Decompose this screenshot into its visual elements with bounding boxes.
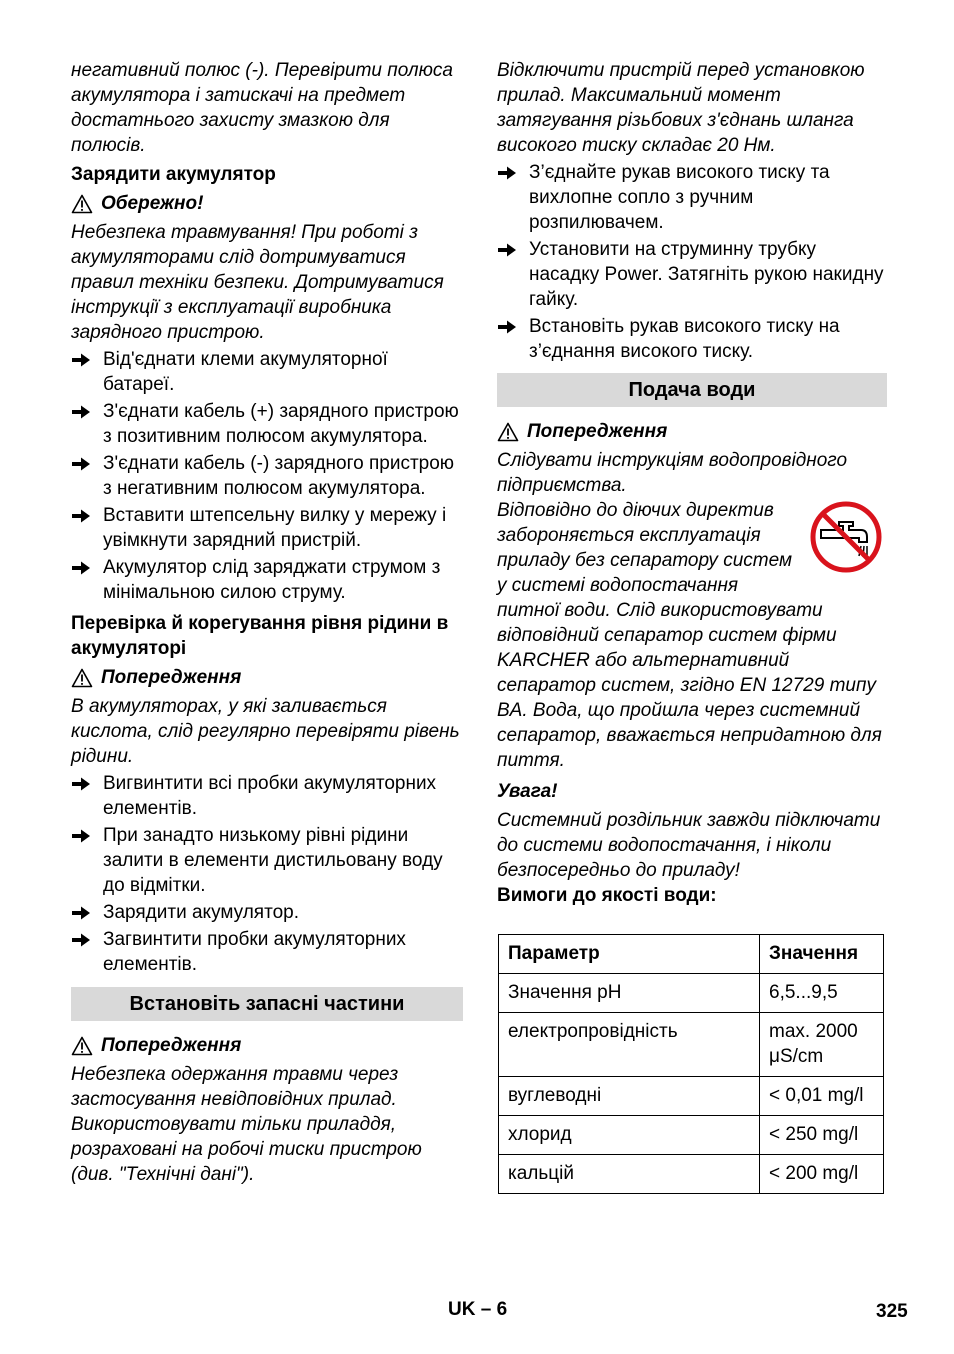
table-cell: Значення pH [499, 974, 760, 1013]
caution-text: Небезпека травмування! При роботі з акумуляторами слід дотримуватися правил техніки безпеки. Дотримуватися інструкції з експлуатації виробника зарядного пристрою. [71, 222, 444, 343]
step-text: З'єднати кабель (-) зарядного пристрою з негативним полюсом акумулятора. [103, 453, 455, 499]
table-cell: 6,5...9,5 [760, 974, 884, 1013]
list-item [71, 771, 463, 821]
warning-label: Попередження [527, 421, 668, 442]
step-text: З'єднати кабель (+) зарядного пристрою з позитивним полюсом акумулятора. [103, 401, 459, 447]
warning-label: Попередження [101, 667, 242, 688]
spare-warning-text: Небезпека одержання травми через застосування невідповідних прилад. Використовувати тільки приладдя, розраховані на робочі тиски пристрою (див. "Технічні дані"). [71, 1064, 422, 1185]
list-item [71, 399, 463, 449]
left-intro-text: негативний полюс (-). Перевірити полюса акумулятора і затискачі на предмет достатнього захисту змазкою для полюсів. [71, 60, 453, 156]
arrow-right-icon [71, 828, 91, 844]
caution-label-row [71, 191, 463, 216]
warning-triangle-icon [71, 668, 93, 688]
table-row [499, 974, 884, 1013]
level-warning-text: В акумуляторах, у які заливається кислота, слід регулярно перевіряти рівень рідини. [71, 696, 460, 767]
table-row [499, 1077, 884, 1116]
table-header-row [499, 935, 884, 974]
list-item [497, 237, 887, 312]
list-item [71, 900, 463, 925]
arrow-right-icon [71, 776, 91, 792]
water-supply-section-heading: Подача води [497, 373, 887, 407]
warning-triangle-icon [497, 422, 519, 442]
list-item [71, 823, 463, 898]
water-text-2: Відповідно до діючих директив забороняється експлуатація приладу без сепаратору систем у системі водопостачання питної води. Слід використовувати відповідний сепаратор систем фірми KARCHER або альтернативний сепаратор систем, згідно EN 12729 типу BA. Вода, що пройшла через системний сепаратор, вважається непридатною для пиття. [497, 500, 882, 771]
list-item [71, 347, 463, 397]
attention-text: Системний роздільник завжди підключати до системи водопостачання, і ніколи безпосередньо до приладу! [497, 810, 881, 881]
footer-section-label: UK – 6 [448, 1299, 508, 1320]
quality-heading: Вимоги до якості води: [497, 885, 717, 906]
warning-label: Попередження [101, 1035, 242, 1056]
step-text: Встановіть рукав високого тиску на з’єднання високого тиску. [529, 316, 840, 362]
list-item [71, 555, 463, 605]
table-cell: < 250 mg/l [760, 1116, 884, 1155]
table-cell: кальцій [499, 1155, 760, 1194]
level-warning-row [71, 665, 463, 690]
list-item [497, 314, 887, 364]
list-item [71, 503, 463, 553]
arrow-right-icon [71, 905, 91, 921]
water-warning-row [497, 419, 887, 444]
step-text: Вигвинтити всі пробки акумуляторних елементів. [103, 773, 437, 819]
arrow-right-icon [71, 352, 91, 368]
warning-triangle-icon [71, 194, 93, 214]
step-text: Загвинтити пробки акумуляторних елементів. [103, 929, 406, 975]
water-text-1: Слідувати інструкціям водопровідного підприємства. [497, 450, 848, 496]
table-cell: електропровідність [499, 1013, 760, 1077]
table-row [499, 1155, 884, 1194]
arrow-right-icon [71, 932, 91, 948]
list-item [497, 160, 887, 235]
step-text: Від'єднати клеми акумуляторної батареї. [103, 349, 388, 395]
spare-parts-section-heading: Встановіть запасні частини [71, 987, 463, 1021]
list-item [71, 451, 463, 501]
install-steps-list [497, 160, 887, 364]
water-quality-table [498, 934, 884, 1194]
table-row [499, 1013, 884, 1077]
table-cell: вуглеводні [499, 1077, 760, 1116]
charge-heading: Зарядити акумулятор [71, 164, 276, 185]
water-text-2-block [497, 498, 887, 773]
no-tap-water-icon [809, 500, 883, 574]
attention-label: Увага! [497, 781, 558, 802]
right-column [497, 58, 887, 1194]
table-header-cell: Значення [760, 935, 884, 974]
arrow-right-icon [71, 560, 91, 576]
table-cell: хлорид [499, 1116, 760, 1155]
right-intro-text: Відключити пристрій перед установкою прилад. Максимальний момент затягування різьбових з'єднань шланга високого тиску складає 20 Нм. [497, 60, 865, 156]
table-header-cell: Параметр [499, 935, 760, 974]
warning-triangle-icon [71, 1036, 93, 1056]
level-steps-list [71, 771, 463, 977]
spare-warning-row [71, 1033, 463, 1058]
arrow-right-icon [71, 456, 91, 472]
table-cell: max. 2000 μS/cm [760, 1013, 884, 1077]
table-cell: < 200 mg/l [760, 1155, 884, 1194]
arrow-right-icon [497, 319, 517, 335]
arrow-right-icon [497, 165, 517, 181]
arrow-right-icon [71, 404, 91, 420]
step-text: З’єднайте рукав високого тиску та вихлопне сопло з ручним розпилювачем. [529, 162, 830, 233]
caution-label: Обережно! [101, 193, 204, 214]
arrow-right-icon [497, 242, 517, 258]
step-text: Зарядити акумулятор. [103, 902, 299, 923]
arrow-right-icon [71, 508, 91, 524]
table-row [499, 1116, 884, 1155]
step-text: Акумулятор слід заряджати струмом з мінімальною силою струму. [103, 557, 441, 603]
list-item [71, 927, 463, 977]
step-text: Установити на струминну трубку насадку Power. Затягніть рукою накидну гайку. [529, 239, 884, 310]
table-cell: < 0,01 mg/l [760, 1077, 884, 1116]
charge-steps-list [71, 347, 463, 605]
level-heading: Перевірка й корегування рівня рідини в акумуляторі [71, 613, 449, 659]
page-number: 325 [876, 1301, 908, 1322]
step-text: При занадто низькому рівні рідини залити в елементи дистильовану воду до відмітки. [103, 825, 443, 896]
step-text: Вставити штепсельну вилку у мережу і увімкнути зарядний пристрій. [103, 505, 447, 551]
left-column [71, 58, 463, 1187]
